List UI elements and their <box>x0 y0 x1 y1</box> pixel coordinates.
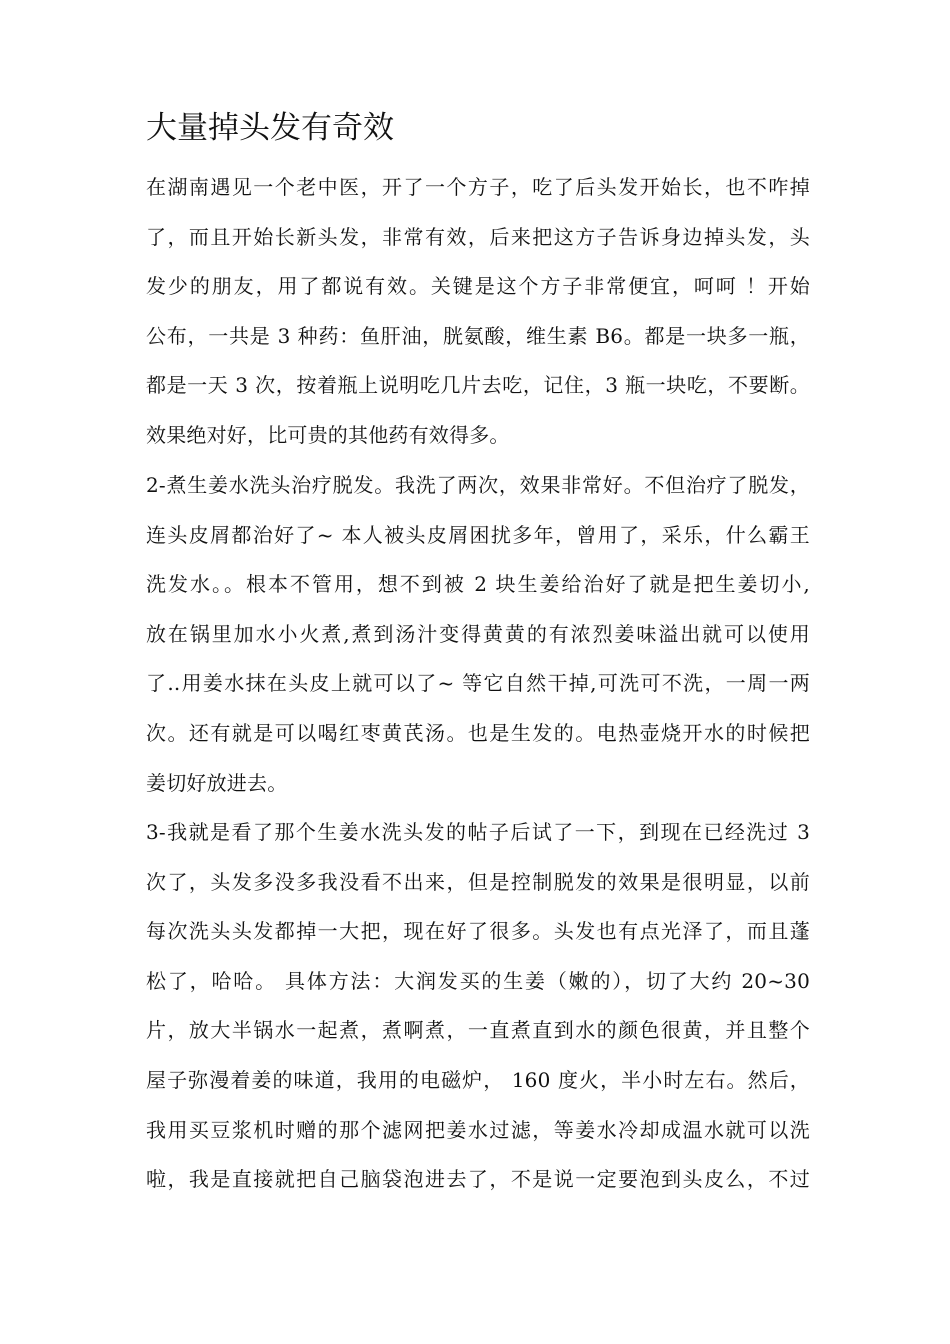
text-line: 发少的朋友，用了都说有效。关键是这个方子非常便宜，呵呵 ！开始 <box>146 274 810 299</box>
text-line: 我用买豆浆机时赠的那个滤网把姜水过滤，等姜水冷却成温水就可以洗 <box>146 1117 810 1142</box>
text-line: 了..用姜水抹在头皮上就可以了~ 等它自然干掉,可洗可不洗，一周一两 <box>146 671 810 696</box>
page-title: 大量掉头发有奇效 <box>146 110 394 146</box>
text-line: 公布，一共是 3 种药：鱼肝油，胱氨酸，维生素 B6。都是一块多一瓶， <box>146 323 810 348</box>
text-line: 洗发水。。根本不管用，想不到被 2 块生姜给治好了就是把生姜切小, <box>146 572 810 597</box>
text-line: 在湖南遇见一个老中医，开了一个方子，吃了后头发开始长，也不咋掉 <box>146 175 810 199</box>
text-line: 姜切好放进去。 <box>146 770 288 795</box>
text-line: 每次洗头头发都掉一大把，现在好了很多。头发也有点光泽了，而且蓬 <box>146 919 810 944</box>
text-line: 都是一天 3 次，按着瓶上说明吃几片去吃，记住，3 瓶一块吃，不要断。 <box>146 373 810 398</box>
text-line: 放在锅里加水小火煮,煮到汤汁变得黄黄的有浓烈姜味溢出就可以使用 <box>146 621 810 646</box>
text-line: 次了，头发多没多我没看不出来，但是控制脱发的效果是很明显，以前 <box>146 869 810 894</box>
paragraph-ginger-water-method <box>146 461 810 808</box>
text-line: 片，放大半锅水一起煮，煮啊煮，一直煮直到水的颜色很黄，并且整个 <box>146 1018 810 1043</box>
text-line: 屋子弥漫着姜的味道，我用的电磁炉， 160 度火，半小时左右。然后， <box>146 1067 810 1092</box>
text-line: 3-我就是看了那个生姜水洗头发的帖子后试了一下，到现在已经洗过 3 <box>146 820 810 844</box>
text-line: 2-煮生姜水洗头治疗脱发。我洗了两次，效果非常好。不但治疗了脱发， <box>146 473 810 497</box>
text-line: 啦，我是直接就把自己脑袋泡进去了，不是说一定要泡到头皮么，不过 <box>146 1167 810 1192</box>
text-line: 连头皮屑都治好了~ 本人被头皮屑困扰多年，曾用了，采乐，什么霸王 <box>146 522 810 547</box>
paragraph-ginger-experience <box>146 808 810 1205</box>
text-line: 了，而且开始长新头发，非常有效，后来把这方子告诉身边掉头发，头 <box>146 224 810 249</box>
text-line: 次。还有就是可以喝红枣黄芪汤。也是生发的。电热壶烧开水的时候把 <box>146 720 810 745</box>
text-line: 效果绝对好，比可贵的其他药有效得多。 <box>146 422 510 447</box>
text-line: 松了，哈哈。 具体方法：大润发买的生姜（嫩的），切了大约 20~30 <box>146 968 810 993</box>
paragraph-fish-oil-remedy <box>146 163 810 461</box>
